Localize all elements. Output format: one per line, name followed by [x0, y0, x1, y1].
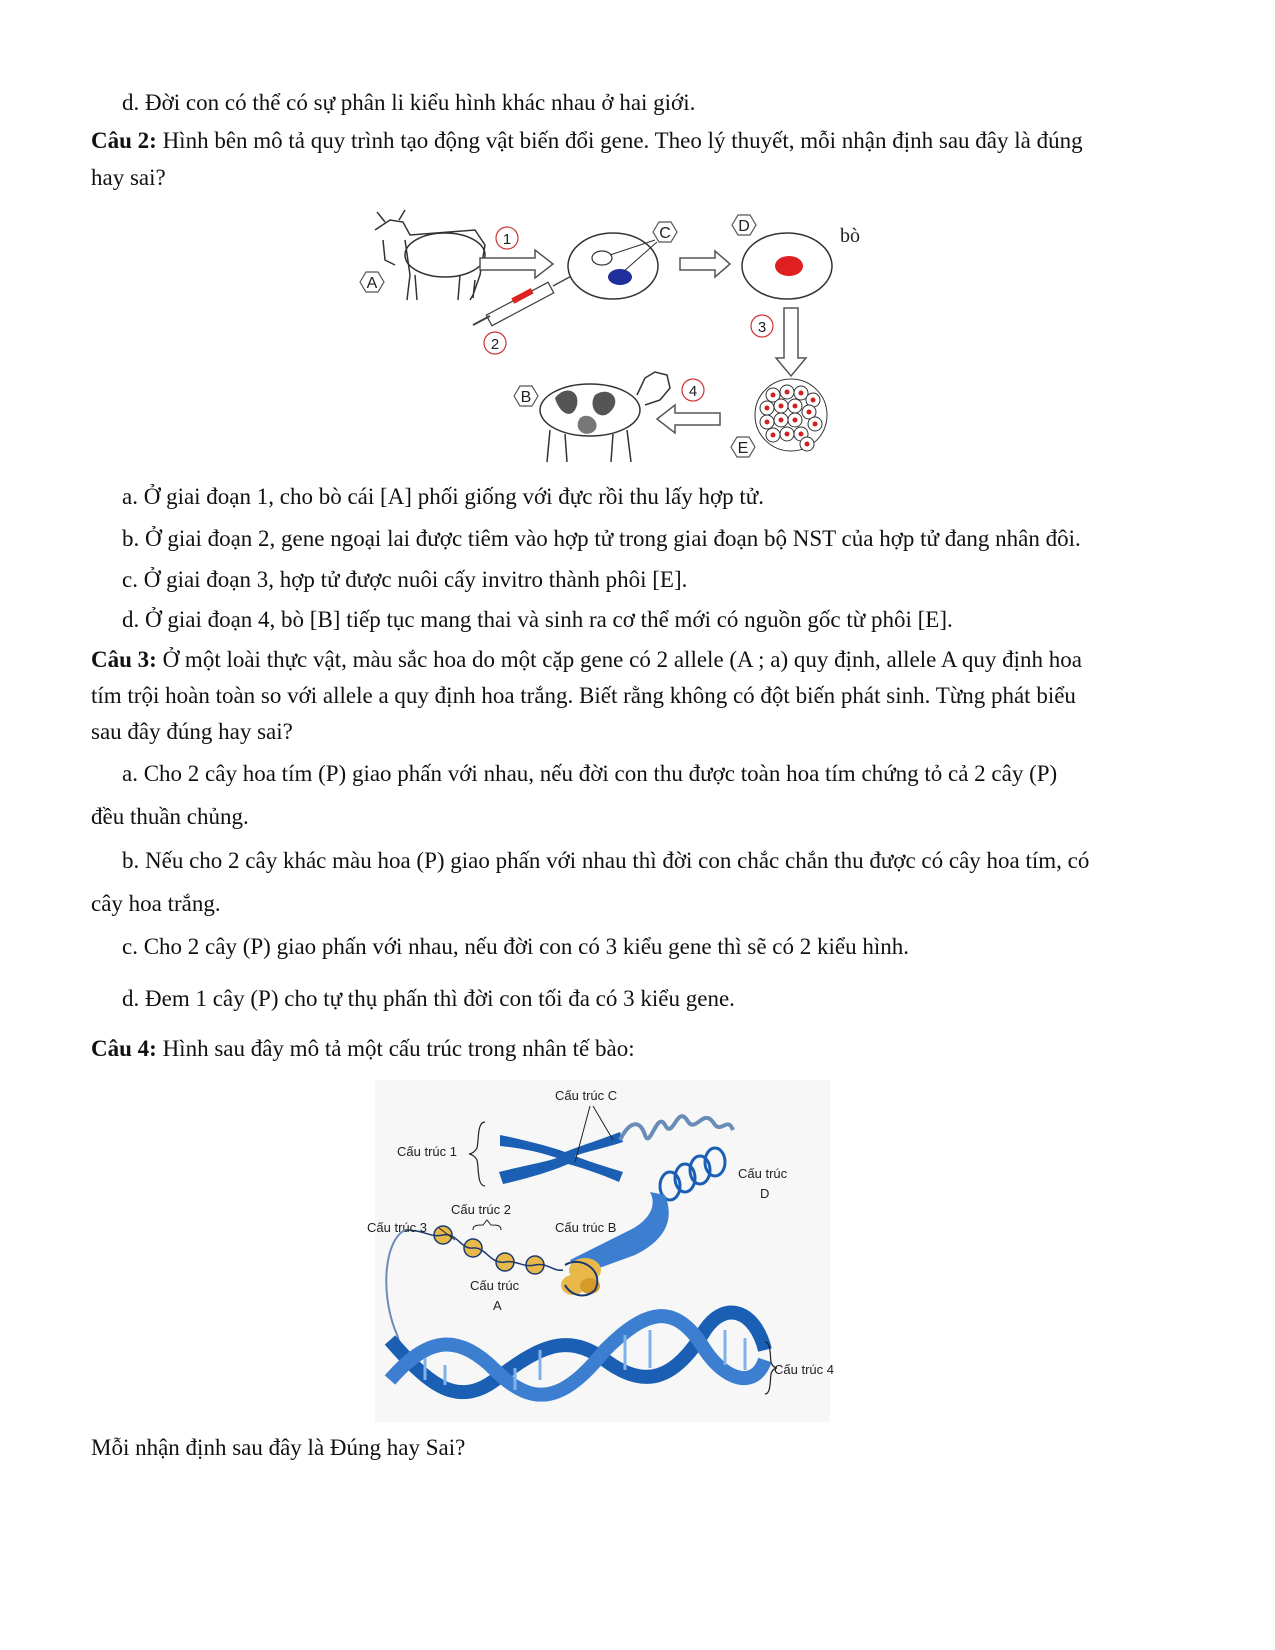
label-c: C [659, 225, 671, 242]
label-b-hex [514, 386, 538, 406]
syringe-icon [473, 273, 577, 326]
q3-option-d: d. Đem 1 cây (P) cho tự thụ phấn thì đời con tối đa có 3 kiểu gene. [122, 986, 735, 1011]
q4-label: Câu 4: [91, 1036, 157, 1061]
label-e: E [737, 440, 749, 457]
chromosome-structure-svg [365, 1080, 855, 1425]
label-cau-truc-d-2: D [760, 1186, 770, 1201]
q3-stem-line2: tím trội hoàn toàn so với allele a quy định hoa trắng. Biết rằng không có đột biến phát sinh. Từng phát biểu [91, 683, 1076, 708]
label-cau-truc-a-1: Cấu trúc [470, 1278, 520, 1293]
q2-option-b: b. Ở giai đoạn 2, gene ngoại lai được tiêm vào hợp tử trong giai đoạn bộ NST của hợp tử đang nhân đôi. [122, 526, 1081, 551]
q3-stem-text: Ở một loài thực vật, màu sắc hoa do một cặp gene có 2 allele (A ; a) quy định, allele A quy định hoa [156, 647, 1083, 672]
label-cau-truc-b: Cấu trúc B [555, 1220, 617, 1235]
cow-a-icon [375, 210, 485, 300]
embryo-e-icon [755, 379, 827, 451]
q2-stem-line2: hay sai? [91, 165, 166, 190]
transgenic-process-svg [355, 200, 875, 470]
label-cau-truc-2: Cấu trúc 2 [451, 1202, 511, 1217]
q2-option-d: d. Ở giai đoạn 4, bò [B] tiếp tục mang thai và sinh ra cơ thể mới có nguồn gốc từ phôi [E]. [122, 607, 953, 632]
q3-option-b-line2: cây hoa trắng. [91, 891, 221, 916]
q3-option-c: c. Cho 2 cây (P) giao phấn với nhau, nếu đời con có 3 kiểu gene thì sẽ có 2 kiểu hình. [122, 934, 909, 959]
zygote-cell-c [568, 233, 658, 299]
caption-bo: bò [840, 225, 860, 247]
q2-option-a: a. Ở giai đoạn 1, cho bò cái [A] phối giống với đực rồi thu lấy hợp tử. [122, 484, 765, 509]
label-cau-truc-a-2: A [493, 1298, 502, 1313]
label-cau-truc-c: Cấu trúc C [555, 1088, 618, 1103]
zygote-cell-d [742, 233, 832, 299]
q1-option-d: d. Đời con có thể có sự phân li kiểu hình khác nhau ở hai giới. [122, 90, 696, 115]
arrow-c-to-d [680, 251, 730, 277]
chromosome-structure-figure [365, 1080, 855, 1425]
q3-stem-line1 [91, 645, 1082, 675]
arrow-step-1 [480, 250, 553, 278]
q2-stem-text: Hình bên mô tả quy trình tạo động vật biến đổi gene. Theo lý thuyết, mỗi nhận định sau đây là đúng [156, 128, 1083, 153]
solenoid-nucleosomes [561, 1258, 601, 1295]
label-c-hex [653, 222, 677, 242]
transgenic-process-figure [355, 200, 875, 470]
q3-label: Câu 3: [91, 647, 157, 672]
step-1-label: 1 [502, 231, 512, 248]
q3-option-a-line1: a. Cho 2 cây hoa tím (P) giao phấn với nhau, nếu đời con thu được toàn hoa tím chứng tỏ cả 2 cây (P) [122, 761, 1058, 786]
q3-option-a-line2: đều thuần chủng. [91, 804, 249, 829]
label-a: A [366, 275, 378, 292]
arrow-step-3 [776, 308, 806, 376]
q3-option-b-line1: b. Nếu cho 2 cây khác màu hoa (P) giao phấn với nhau thì đời con chắc chắn thu được có cây hoa tím, có [122, 848, 1090, 873]
q4-stem [91, 1034, 635, 1064]
step-1-circle [496, 227, 518, 249]
q2-stem-line1 [91, 126, 1083, 156]
step-4-label: 4 [688, 383, 698, 400]
q4-stem-text: Hình sau đây mô tả một cấu trúc trong nhân tế bào: [156, 1036, 635, 1061]
arrow-step-4 [657, 405, 720, 433]
label-b: B [520, 389, 532, 406]
label-cau-truc-d-1: Cấu trúc [738, 1166, 788, 1181]
q3-stem-line3: sau đây đúng hay sai? [91, 719, 293, 744]
label-e-hex [731, 437, 755, 457]
q2-label: Câu 2: [91, 128, 157, 153]
label-cau-truc-3: Cấu trúc 3 [367, 1220, 427, 1235]
cow-b-icon [540, 372, 670, 462]
label-cau-truc-4: Cấu trúc 4 [774, 1362, 834, 1377]
step-4-circle [682, 379, 704, 401]
label-d: D [738, 218, 750, 235]
step-3-circle [751, 315, 773, 337]
q4-question: Mỗi nhận định sau đây là Đúng hay Sai? [91, 1435, 466, 1460]
label-d-hex [732, 215, 756, 235]
q2-option-c: c. Ở giai đoạn 3, hợp tử được nuôi cấy invitro thành phôi [E]. [122, 567, 688, 592]
step-3-label: 3 [757, 319, 767, 336]
step-2-label: 2 [490, 336, 500, 353]
step-2-circle [484, 332, 506, 354]
label-a-hex [360, 272, 384, 292]
label-cau-truc-1: Cấu trúc 1 [397, 1144, 457, 1159]
